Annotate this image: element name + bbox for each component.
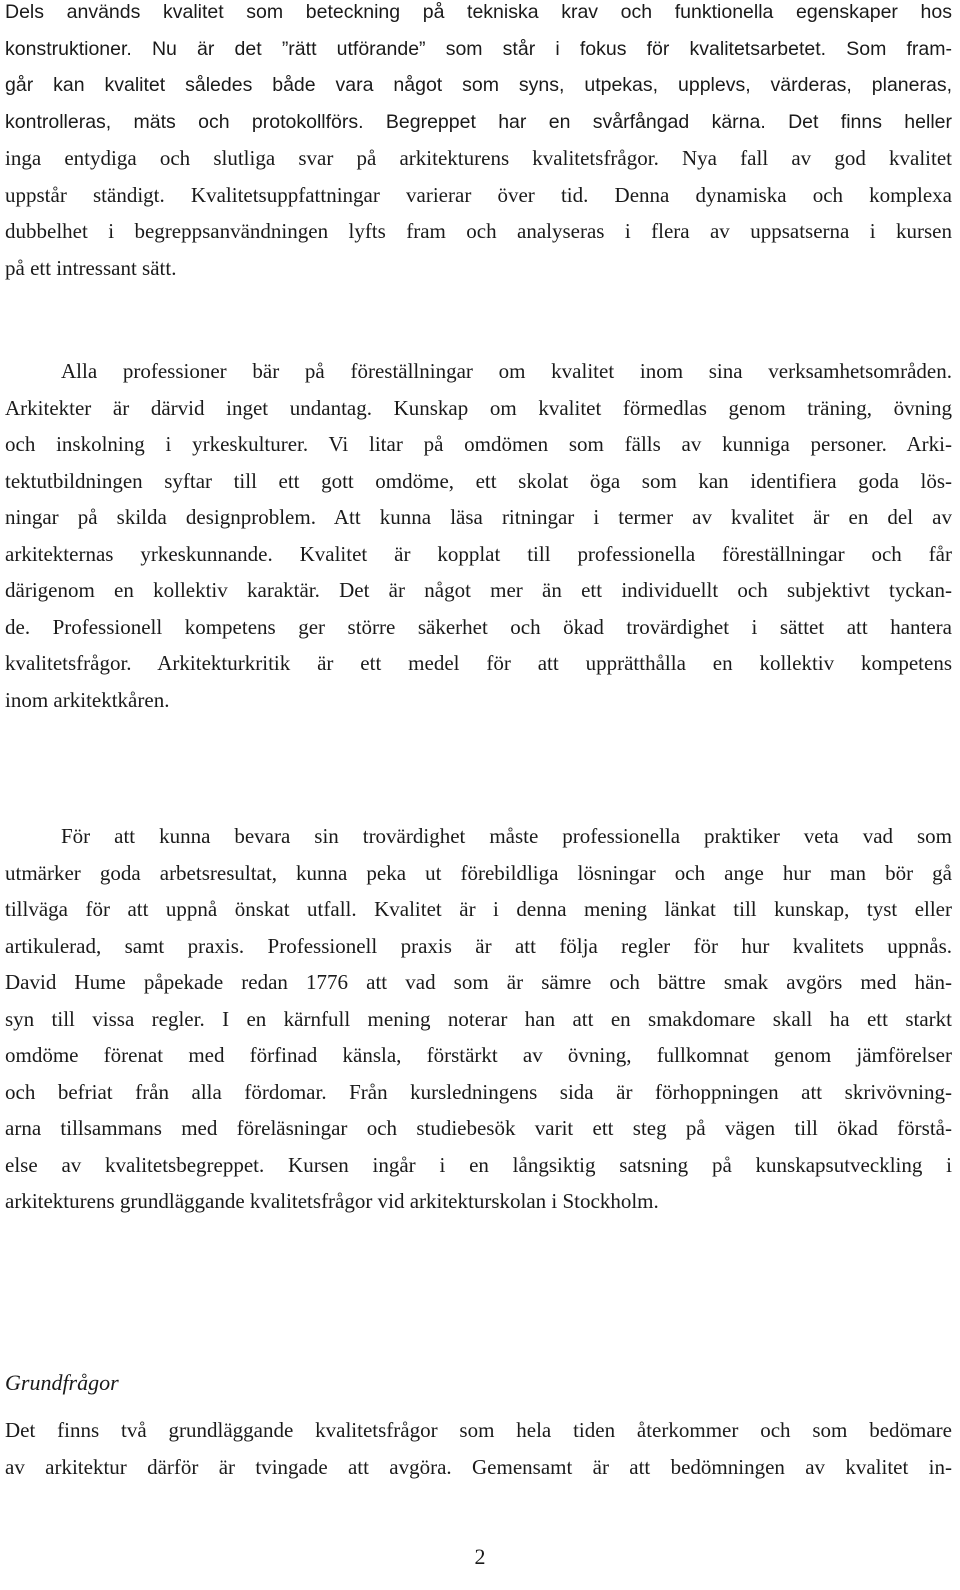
text-line: och inskolning i yrkeskulturer. Vi litar på omdömen som fälls av kunniga personer. Arki-	[5, 432, 952, 456]
text-line: arna tillsammans med föreläsningar och studiebesök varit ett steg på vägen till ökad förstå-	[5, 1116, 952, 1140]
text-line: tektutbildningen syftar till ett gott omdöme, ett skolat öga som kan identifiera goda lös-	[5, 468, 952, 493]
text-line: tillväga för att uppnå önskat utfall. Kvalitet är i denna mening länkat till kunskap, tyst eller	[5, 897, 952, 921]
text-line: else av kvalitetsbegreppet. Kursen ingår i en långsiktig satsning på kunskapsutveckling i	[5, 1152, 952, 1177]
text-line: går kan kvalitet således både vara något som syns, utpekas, upplevs, värderas, planeras,	[5, 74, 952, 96]
text-line: ningar på skilda designproblem. Att kunna läsa ritningar i termer av kvalitet är en del av	[5, 505, 952, 529]
text-line: kvalitetsfrågor. Arkitekturkritik är ett medel för att upprätthålla en kollektiv kompetens	[5, 651, 952, 675]
text-line: arkitekturens grundläggande kvalitetsfrågor vid arkitekturskolan i Stockholm.	[5, 1189, 659, 1213]
text-line: dubbelhet i begreppsanvändningen lyfts fram och analyseras i flera av uppsatserna i kursen	[5, 219, 952, 243]
text-line: kontrolleras, mäts och protokollförs. Begreppet har en svårfångad kärna. Det finns heller	[5, 110, 952, 133]
text-line: artikulerad, samt praxis. Professionell praxis är att följa regler för hur kvalitets uppnås.	[5, 933, 952, 958]
text-line: David Hume påpekade redan 1776 att vad som är sämre och bättre smak avgörs med hän-	[5, 970, 952, 994]
paragraph-credibility	[5, 818, 952, 1220]
text-line: konstruktioner. Nu är det ”rätt utförande” som står i fokus för kvalitetsarbetet. Som fram-	[5, 37, 952, 60]
text-line: de. Professionell kompetens ger större säkerhet och ökad trovärdighet i sättet att hantera	[5, 614, 952, 639]
text-line: Arkitekter är därvid inget undantag. Kunskap om kvalitet förmedlas genom träning, övning	[5, 395, 952, 420]
text-line: Det finns två grundläggande kvalitetsfrågor som hela tiden återkommer och som bedömare	[5, 1418, 952, 1442]
text-line: uppstår ständigt. Kvalitetsuppfattningar varierar över tid. Denna dynamiska och komplexa	[5, 182, 952, 207]
text-line: inom arkitektkåren.	[5, 687, 170, 712]
text-line: av arkitektur därför är tvingade att avgöra. Gemensamt är att bedömningen av kvalitet in-	[5, 1454, 952, 1479]
text-line: Alla professioner bär på föreställningar om kvalitet inom sina verksamhetsområden.	[61, 359, 952, 383]
page-number: 2	[474, 1544, 486, 1569]
text-line: utmärker goda arbetsresultat, kunna peka ut förebildliga lösningar och ange hur man bör gå	[5, 860, 952, 885]
text-line: därigenom en kollektiv karaktär. Det är något mer än ett individuellt och subjektivt tyckan-	[5, 578, 952, 602]
text-line: arkitekternas yrkeskunnande. Kvalitet är kopplat till professionella föreställningar och får	[5, 541, 952, 566]
text-line: Dels används kvalitet som beteckning på tekniska krav och funktionella egenskaper hos	[5, 1, 952, 23]
paragraph-basic-questions	[5, 1412, 952, 1485]
text-line: syn till vissa regler. I en kärnfull mening noterar han att en smakdomare skall ha ett starkt	[5, 1006, 952, 1031]
text-line: omdöme förenat med förfinad känsla, förstärkt av övning, fullkomnat genom jämförelser	[5, 1043, 952, 1067]
text-line: För att kunna bevara sin trovärdighet måste professionella praktiker veta vad som	[61, 824, 952, 848]
section-heading: Grundfrågor	[5, 1370, 119, 1395]
paragraph-intro	[5, 0, 952, 286]
text-line: inga entydiga och slutliga svar på arkitekturens kvalitetsfrågor. Nya fall av god kvalitet	[5, 146, 952, 170]
text-line: på ett intressant sätt.	[5, 255, 177, 280]
text-line: och befriat från alla fördomar. Från kursledningens sida är förhoppningen att skrivövning-	[5, 1079, 952, 1104]
paragraph-professions	[5, 353, 952, 718]
